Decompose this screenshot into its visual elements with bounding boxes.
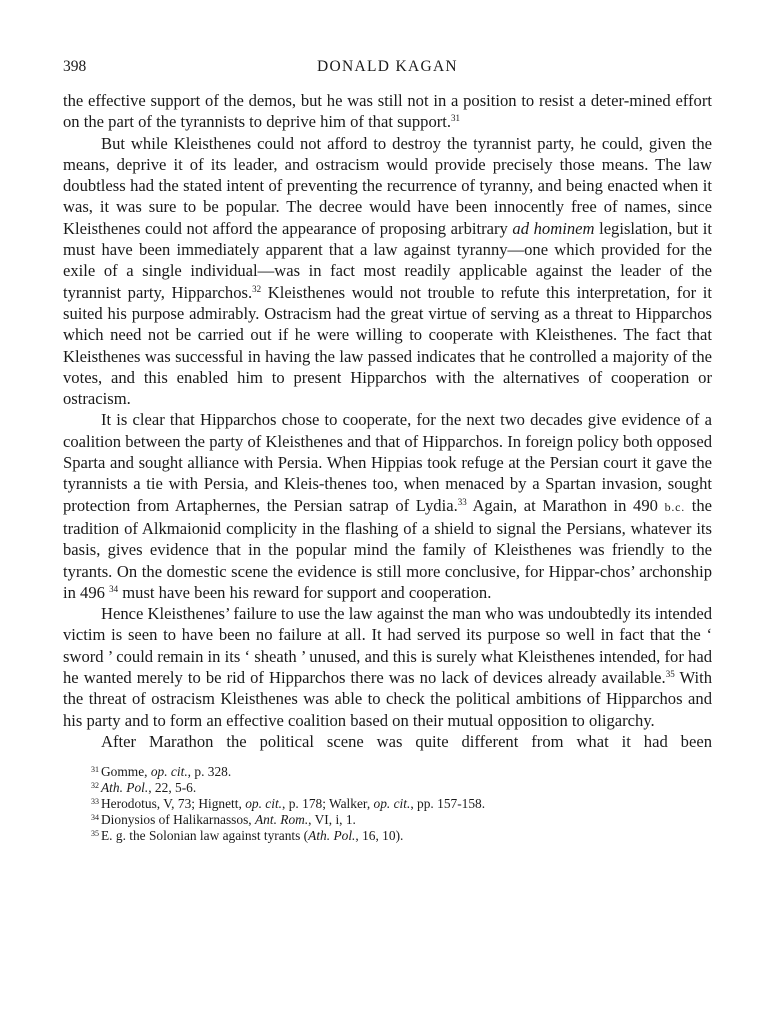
- paragraph-text: Again, at Marathon in 490: [466, 495, 665, 515]
- paragraph-text: the effective support of the demos, but he was still not in a position to resist a deter-mined effort on the part of the tyrannists to deprive him of that support.: [63, 91, 712, 132]
- footnote-italic: Ant. Rom.: [254, 812, 309, 828]
- paragraph-1: [63, 90, 712, 133]
- page-number: 398: [63, 58, 87, 75]
- footnote-italic: op. cit.: [245, 796, 283, 812]
- footnote-italic: op. cit.: [373, 796, 411, 812]
- footnote-text: , p. 178; Walker,: [282, 796, 374, 812]
- footnote-ref-35: 35: [665, 669, 675, 680]
- footnote-text: , pp. 157-158.: [410, 796, 486, 812]
- footnotes: [63, 764, 712, 844]
- footnote-31: [91, 764, 712, 780]
- footnote-ref-33: 33: [457, 496, 467, 507]
- paragraph-5: [63, 731, 712, 752]
- paragraph-4: [63, 603, 712, 731]
- paragraph-3: [63, 409, 712, 603]
- paragraph-text: It is clear that Hipparchos chose to cooperate, for the next two decades give evidence of a coalition between the party of Kleisthenes and that of Hipparchos. In foreign policy both opposed Sparta and sought alliance with Persia. When Hippias took refuge at the Persian court it gave the tyrannists a tie with Persia, and Kleis-thenes too, when menaced by a Spartan invasion, sought protection from Artaphernes, the Persian satrap of Lydia.: [63, 410, 712, 515]
- paragraph-text: After Marathon the political scene was quite different from what it had been: [101, 731, 712, 751]
- running-title: DONALD KAGAN: [317, 58, 458, 75]
- footnote-text: , p. 328.: [187, 764, 232, 780]
- footnote-32: [91, 780, 712, 796]
- paragraph-text: legislation, but it must have been immediately apparent that a law against tyranny—one which provided for the exile of a single individual—was in fact most readily applicable against the leader of the tyrannist party, Hipparchos.: [63, 218, 713, 302]
- footnote-text: , 16, 10).: [355, 828, 404, 844]
- footnote-italic: op. cit.: [150, 764, 188, 780]
- page: [63, 58, 712, 844]
- footnote-text: E. g. the Solonian law against tyrants (: [101, 828, 309, 844]
- footnote-ref-31: 31: [451, 113, 461, 124]
- italic-phrase: ad hominem: [512, 218, 595, 238]
- paragraph-text: Hence Kleisthenes’ failure to use the law against the man who was undoubtedly its intended victim is seen to have been no failure at all. It had served its purpose so well in fact that the ‘ sword ’ could remain in its ‘ sheath ’ unused, and this is surely what Kleisthenes intended, for had he wanted merely to be rid of Hipparchos there was no lack of devices already available.: [63, 604, 712, 688]
- paragraph-text: With the threat of ostracism Kleisthenes was able to check the political ambitions of Hipparchos and his party and to form an effective coalition based on their mutual opposition to oligarchy.: [63, 668, 712, 730]
- body-text: [63, 90, 712, 752]
- footnote-text: , VI, i, 1.: [308, 812, 356, 828]
- footnote-number: 34: [91, 813, 99, 823]
- footnote-ref-32: 32: [252, 283, 262, 294]
- footnote-number: 35: [91, 829, 99, 839]
- paragraph-text: But while Kleisthenes could not afford to destroy the tyrannist party, he could, given the means, deprive it of its leader, and ostracism would provide precisely those means. The law doubtless had the stated intent of preventing the recurrence of tyranny, and being enacted when it was, it was sure to be popular. The decree would have been innocently free of names, since Kleisthenes could not afford the appearance of proposing arbitrary: [63, 133, 712, 238]
- footnote-ref-34: 34: [109, 583, 119, 594]
- footnote-33: [91, 796, 712, 812]
- paragraph-text: Kleisthenes would not trouble to refute this interpretation, for it suited his purpose admirably. Ostracism had the great virtue of serving as a threat to Hipparchos which need not be carried out if he were willing to cooperate with Kleisthenes. The fact that Kleisthenes was successful in having the law passed indicates that he controlled a majority of the votes, and this enabled him to present Hipparchos with the alternatives of cooperation or ostracism.: [63, 282, 712, 409]
- footnote-text: Dionysios of Halikarnassos,: [101, 812, 255, 828]
- footnote-text: , 22, 5-6.: [148, 780, 197, 796]
- paragraph-text: the tradition of Alkmaionid complicity in the flashing of a shield to signal the Persians, whatever its basis, gives evidence that in the popular mind the family of Kleisthenes was friendly to the tyrants. On the domestic scene the evidence is still more conclusive, for Hippar-chos’ archonship in 496: [63, 495, 712, 602]
- footnote-italic: Ath. Pol.: [101, 780, 149, 796]
- footnote-number: 31: [91, 765, 99, 775]
- footnote-text: Herodotus, V, 73; Hignett,: [101, 796, 246, 812]
- footnote-34: [91, 812, 712, 828]
- footnote-number: 32: [91, 781, 99, 791]
- era-abbreviation: b.c.: [664, 499, 686, 514]
- paragraph-text: must have been his reward for support and cooperation.: [118, 582, 492, 602]
- paragraph-2: [63, 133, 712, 410]
- footnote-number: 33: [91, 797, 99, 807]
- running-header: [63, 58, 712, 82]
- footnote-35: [91, 828, 712, 844]
- footnote-italic: Ath. Pol.: [308, 828, 356, 844]
- footnote-text: Gomme,: [101, 764, 151, 780]
